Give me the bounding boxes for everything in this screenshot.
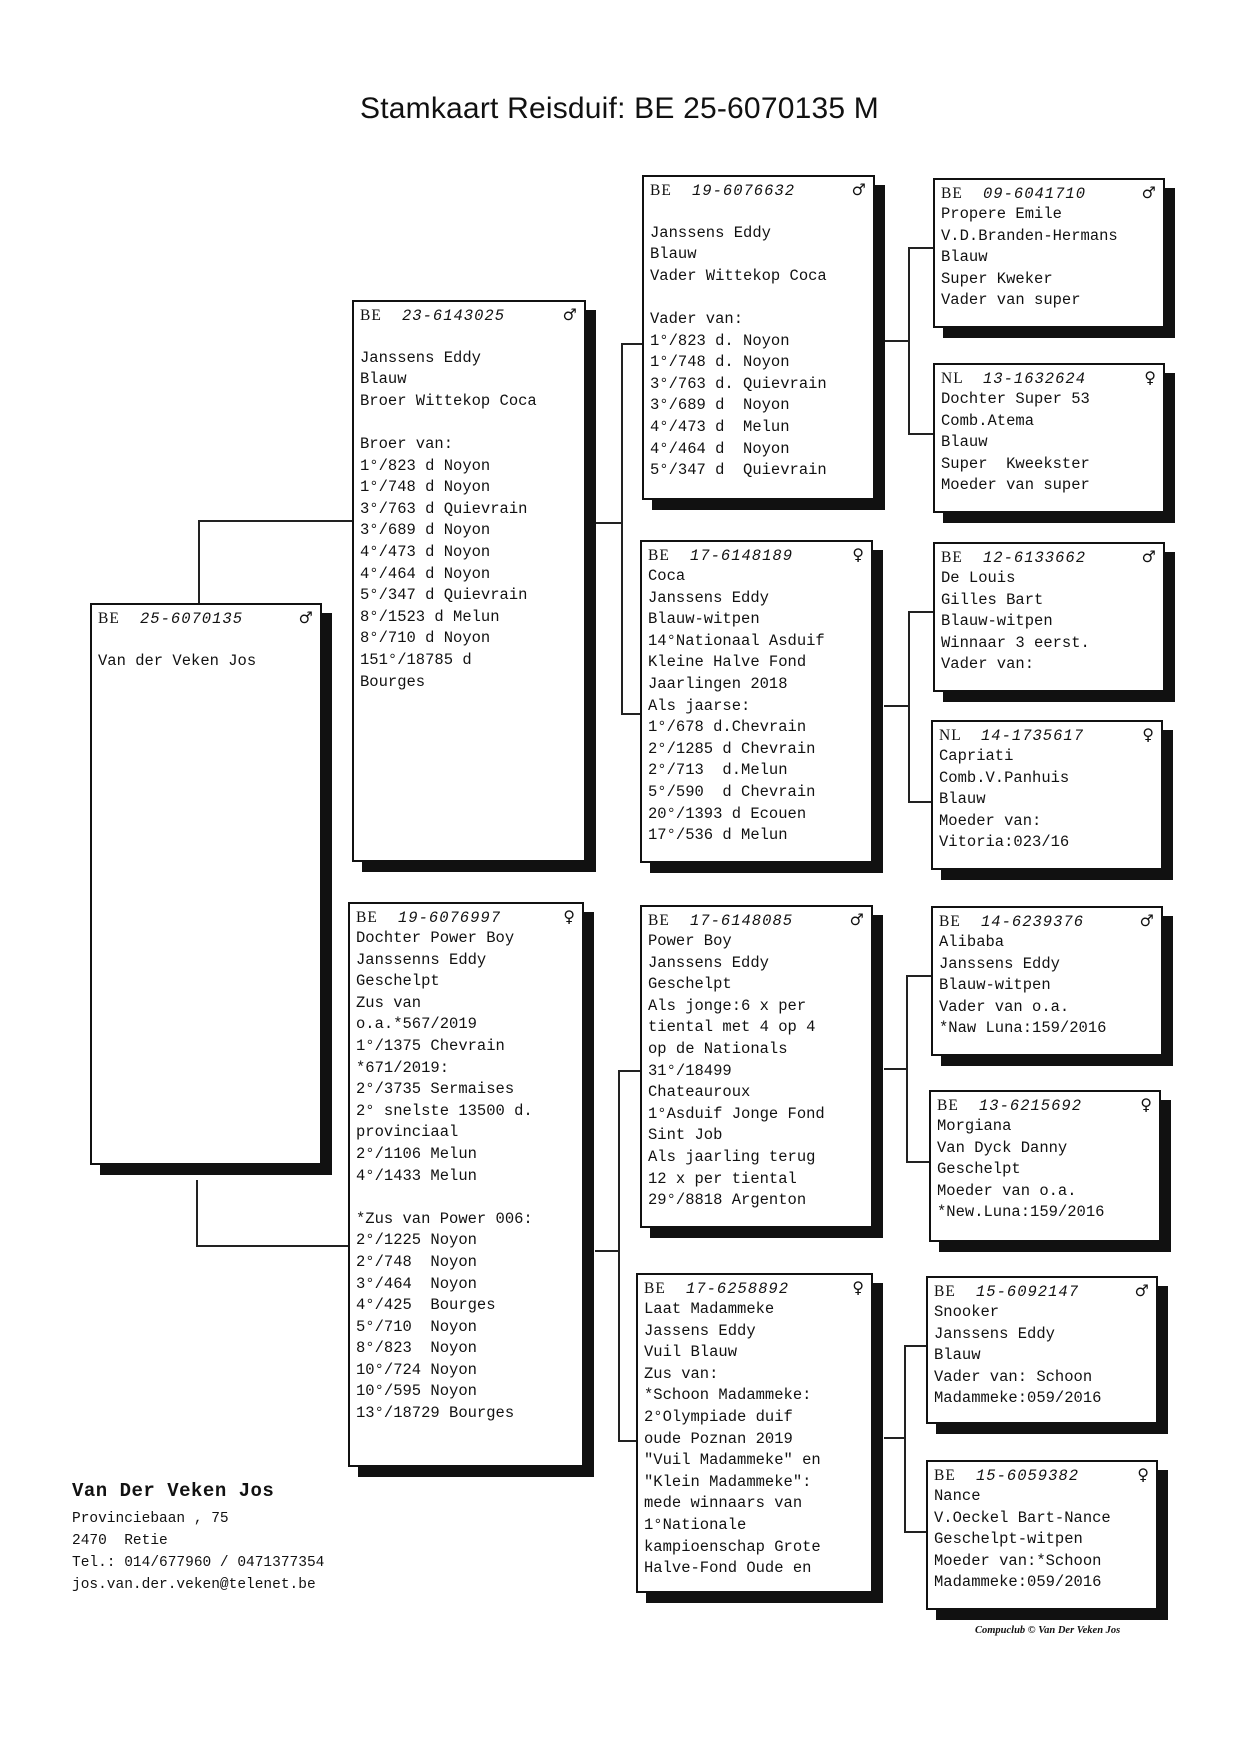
card-line: V.D.Branden-Hermans [941,226,1118,245]
connector [621,713,642,715]
card-line: Vader van o.a. [939,997,1070,1016]
card-line: 5°/590 d Chevrain [648,782,816,801]
card-line: Vader van: [941,655,1035,674]
ring-number: 15-6059382 [976,1467,1080,1485]
card-line: "Vuil Madammeke" en [644,1451,821,1470]
card-line: Madammeke:059/2016 [934,1389,1102,1408]
pigeon-card-mother[interactable] [348,902,584,1467]
owner-address: Provinciebaan , 75 [72,1511,229,1527]
male-symbol-icon: ♂ [849,910,865,929]
card-line: Zus van [356,993,422,1012]
card-line: Blauw [360,370,407,389]
card-line: Moeder van:*Schoon [934,1551,1102,1570]
male-symbol-icon: ♂ [562,305,578,324]
card-line: Nance [934,1487,981,1505]
card-line: Blauw [941,248,988,267]
card-line: 31°/18499 [648,1061,732,1080]
card-line: Blauw-witpen [941,612,1053,631]
ring-number: 13-1632624 [983,370,1087,388]
card-line: 151°/18785 d [360,650,472,669]
card-line: Sint Job [648,1126,723,1145]
country-code: NL [939,727,962,744]
country-code: BE [644,1280,666,1297]
card-line: Zus van: [644,1364,719,1383]
pigeon-card-father-mother[interactable] [640,540,873,863]
country-code: BE [937,1097,959,1114]
card-line: o.a.*567/2019 [356,1015,477,1034]
card-line: Capriati [939,747,1014,765]
card-header [939,910,1155,932]
card-line: Broer Wittekop Coca [360,391,537,410]
card-line: Winnaar 3 eerst. [941,633,1090,652]
card-line: *Zus van Power 006: [356,1209,533,1228]
card-line: Moeder van: [939,811,1042,830]
card-line: "Klein Madammeke": [644,1472,812,1491]
software-credit: Compuclub © Van Der Veken Jos [975,1625,1121,1636]
card-line: De Louis [941,569,1016,587]
connector [198,520,200,605]
pigeon-card-mff[interactable] [931,906,1163,1056]
connector [196,1180,198,1245]
female-symbol-icon: ♀ [563,907,576,926]
pigeon-card-ffm[interactable] [933,363,1165,513]
card-line: 3°/763 d Quievrain [360,499,528,518]
ring-number: 15-6092147 [976,1283,1080,1301]
card-line: Blauw-witpen [939,976,1051,995]
card-line: 3°/464 Noyon [356,1274,477,1293]
country-code: BE [934,1283,956,1300]
card-line: 4°/464 d Noyon [360,564,491,583]
male-symbol-icon: ♂ [1139,911,1155,930]
card-line: 4°/464 d Noyon [650,439,790,458]
card-line: 3°/763 d. Quievrain [650,374,827,393]
connector [595,1250,618,1252]
connector [621,343,642,345]
country-code: BE [648,547,670,564]
pigeon-card-mfm[interactable] [929,1090,1161,1242]
card-line: 5°/347 d Quievrain [650,461,827,480]
card-line: Super Kweekster [941,454,1090,473]
connector [908,433,933,435]
card-line: Laat Madammeke [644,1300,775,1318]
connector [884,340,908,342]
country-code: BE [98,610,120,627]
card-line: Vuil Blauw [644,1343,738,1362]
card-line: Comb.V.Panhuis [939,768,1070,787]
card-line: 2°/1225 Noyon [356,1231,477,1250]
country-code: BE [650,182,672,199]
card-line: Comb.Atema [941,411,1035,430]
owner-city: 2470 Retie [72,1533,168,1549]
connector [196,1245,348,1247]
pigeon-card-mmm[interactable] [926,1460,1158,1610]
card-line: 13°/18729 Bourges [356,1404,515,1423]
card-line: provinciaal [356,1123,459,1142]
card-line: mede winnaars van [644,1494,803,1513]
card-line: Blauw [934,1346,981,1365]
connector [884,1437,904,1439]
owner-email[interactable]: jos.van.der.veken@telenet.be [72,1577,316,1593]
card-line: 5°/347 d Quievrain [360,586,528,605]
card-line [360,412,578,434]
card-line: 1°/1375 Chevrain [356,1036,505,1055]
card-line: Jassens Eddy [644,1321,756,1340]
card-line: 2°Olympiade duif [644,1407,793,1426]
card-line: Geschelpt-witpen [934,1530,1083,1549]
connector [908,247,933,249]
card-line: 1°/678 d.Chevrain [648,718,807,737]
card-line: Blauw-witpen [648,610,760,629]
card-header [939,724,1155,746]
male-symbol-icon: ♂ [1134,1281,1150,1300]
card-line: Jaarlingen 2018 [648,674,788,693]
pigeon-card-mother-father[interactable] [640,905,873,1228]
female-symbol-icon: ♀ [1144,368,1157,387]
card-line: *Schoon Madammeke: [644,1386,812,1405]
ring-number: 19-6076997 [398,909,502,927]
card-header [934,1280,1150,1302]
card-line: Van Dyck Danny [937,1138,1068,1157]
pigeon-card-mother-mother[interactable] [636,1273,873,1593]
card-line: Als jaarse: [648,696,751,715]
male-symbol-icon: ♂ [1141,183,1157,202]
card-header [650,179,867,201]
card-line: kampioenschap Grote [644,1537,821,1556]
card-line: Geschelpt [648,975,732,994]
connector [618,1070,620,1440]
female-symbol-icon: ♀ [1142,725,1155,744]
card-line: 4°/1433 Melun [356,1166,477,1185]
card-line: Kleine Halve Fond [648,653,807,672]
card-line [360,326,578,348]
card-line: Dochter Power Boy [356,929,515,947]
card-line: Janssens Eddy [648,953,769,972]
card-line: Geschelpt [356,972,440,991]
card-header [941,546,1157,568]
connector [908,611,933,613]
pigeon-card-mmf[interactable] [926,1276,1158,1424]
card-line: Janssens Eddy [650,223,771,242]
card-line: 10°/595 Noyon [356,1382,477,1401]
card-line [98,629,314,651]
card-line: Janssens Eddy [360,348,481,367]
ring-number: 14-1735617 [981,727,1085,745]
card-line: 2°/713 d.Melun [648,761,788,780]
connector [904,1345,906,1531]
card-line: Geschelpt [937,1160,1021,1179]
card-line: oude Poznan 2019 [644,1429,793,1448]
card-line: Alibaba [939,933,1005,951]
card-header [648,544,865,566]
card-line: tiental met 4 op 4 [648,1018,816,1037]
male-symbol-icon: ♂ [298,608,314,627]
card-header [934,1464,1150,1486]
card-line: Super Kweker [941,269,1053,288]
card-header [937,1094,1153,1116]
owner-name: Van Der Veken Jos [72,1480,275,1502]
ring-number: 19-6076632 [692,182,796,200]
card-line: 17°/536 d Melun [648,826,788,845]
connector [198,520,352,522]
pigeon-card-fff[interactable] [933,178,1165,328]
country-code: BE [648,912,670,929]
card-line: Gilles Bart [941,590,1044,609]
pigeon-card-fmm[interactable] [931,720,1163,870]
card-line: Snooker [934,1303,1000,1321]
card-line: 1°/823 d. Noyon [650,331,790,350]
connector [595,522,621,524]
card-line: 2°/1106 Melun [356,1144,477,1163]
ring-number: 14-6239376 [981,913,1085,931]
card-header [941,182,1157,204]
card-line: 5°/710 Noyon [356,1317,477,1336]
female-symbol-icon: ♀ [852,1278,865,1297]
connector [884,1068,906,1070]
card-line: Halve-Fond Oude en [644,1559,812,1578]
card-line [356,1187,576,1209]
page-title: Stamkaart Reisduif: BE 25-6070135 M [360,92,879,125]
card-header [648,909,865,931]
ring-number: 23-6143025 [402,307,506,325]
card-line: Morgiana [937,1117,1012,1135]
card-line: 1°Asduif Jonge Fond [648,1104,825,1123]
card-header [644,1277,865,1299]
card-line: 1°/748 d Noyon [360,478,491,497]
card-line: 4°/473 d Noyon [360,542,491,561]
ring-number: 17-6258892 [686,1280,790,1298]
connector [908,611,910,801]
card-line: 2°/3735 Sermaises [356,1080,515,1099]
card-line: 8°/1523 d Melun [360,607,500,626]
card-line: Janssens Eddy [939,954,1060,973]
card-line: 20°/1393 d Ecouen [648,804,807,823]
connector [906,975,908,1161]
card-line: Vader van super [941,291,1081,310]
connector [906,1161,931,1163]
card-line [650,201,867,223]
card-line: V.Oeckel Bart-Nance [934,1508,1111,1527]
ring-number: 13-6215692 [979,1097,1083,1115]
card-line: 3°/689 d Noyon [650,396,790,415]
card-line: Janssens Eddy [648,588,769,607]
card-header [941,367,1157,389]
male-symbol-icon: ♂ [851,180,867,199]
owner-phone: Tel.: 014/677960 / 0471377354 [72,1555,325,1571]
card-header [360,304,578,326]
card-line: Vader Wittekop Coca [650,266,827,285]
country-code: BE [941,549,963,566]
country-code: BE [939,913,961,930]
card-line: *Naw Luna:159/2016 [939,1019,1107,1038]
card-line: 8°/710 d Noyon [360,629,491,648]
connector [908,247,910,433]
card-line: 14°Nationaal Asduif [648,631,825,650]
owner-info [72,1480,324,1596]
card-line: Dochter Super 53 [941,390,1090,408]
card-line: Janssenns Eddy [356,950,487,969]
country-code: BE [360,307,382,324]
female-symbol-icon: ♀ [1137,1465,1150,1484]
connector [618,1070,640,1072]
country-code: BE [356,909,378,926]
pigeon-card-father-father[interactable] [642,175,875,500]
ring-number: 09-6041710 [983,185,1087,203]
card-line: Vader van: Schoon [934,1367,1093,1386]
card-line: op de Nationals [648,1039,788,1058]
ring-number: 17-6148085 [690,912,794,930]
card-line: Vitoria:023/16 [939,833,1070,852]
connector [908,801,933,803]
card-line: Blauw [939,790,986,809]
card-line: 2° snelste 13500 d. [356,1101,533,1120]
card-line: Propere Emile [941,205,1062,223]
card-line: Janssens Eddy [934,1324,1055,1343]
connector [906,975,931,977]
pigeon-card-subject[interactable] [90,603,322,1165]
card-line: Als jonge:6 x per [648,996,807,1015]
card-line: Chateauroux [648,1083,751,1102]
country-code: BE [941,185,963,202]
card-line: Coca [648,567,686,585]
male-symbol-icon: ♂ [1141,547,1157,566]
card-line: 1°Nationale [644,1515,747,1534]
card-line: Blauw [650,245,697,264]
card-line: Moeder van super [941,476,1090,495]
female-symbol-icon: ♀ [852,545,865,564]
card-line: 1°/823 d Noyon [360,456,491,475]
card-line: 2°/748 Noyon [356,1252,477,1271]
female-symbol-icon: ♀ [1140,1095,1153,1114]
country-code: NL [941,370,964,387]
connector [621,343,623,713]
ring-number: 25-6070135 [140,610,244,628]
card-line: Moeder van o.a. [937,1181,1077,1200]
card-line: Bourges [360,672,426,691]
card-line: 29°/8818 Argenton [648,1191,807,1210]
ring-number: 12-6133662 [983,549,1087,567]
card-line: Madammeke:059/2016 [934,1573,1102,1592]
card-line: Van der Veken Jos [98,651,257,670]
card-line: 10°/724 Noyon [356,1360,477,1379]
card-line: Blauw [941,433,988,452]
card-line: *New.Luna:159/2016 [937,1203,1105,1222]
ring-number: 17-6148189 [690,547,794,565]
card-line: 12 x per tiental [648,1169,797,1188]
country-code: BE [934,1467,956,1484]
card-line: 1°/748 d. Noyon [650,353,790,372]
card-header [356,906,576,928]
pigeon-card-fmf[interactable] [933,542,1165,692]
card-line: Vader van: [650,309,744,328]
card-line: Als jaarling terug [648,1147,816,1166]
card-line: Power Boy [648,932,732,950]
connector [884,705,908,707]
card-line: 3°/689 d Noyon [360,521,491,540]
card-line: 2°/1285 d Chevrain [648,739,816,758]
card-line: *671/2019: [356,1058,450,1077]
pigeon-card-father[interactable] [352,300,586,862]
card-header [98,607,314,629]
card-line: 8°/823 Noyon [356,1339,477,1358]
card-line: 4°/425 Bourges [356,1296,496,1315]
card-line: 4°/473 d Melun [650,417,790,436]
card-line [650,287,867,309]
card-line: Broer van: [360,434,454,453]
